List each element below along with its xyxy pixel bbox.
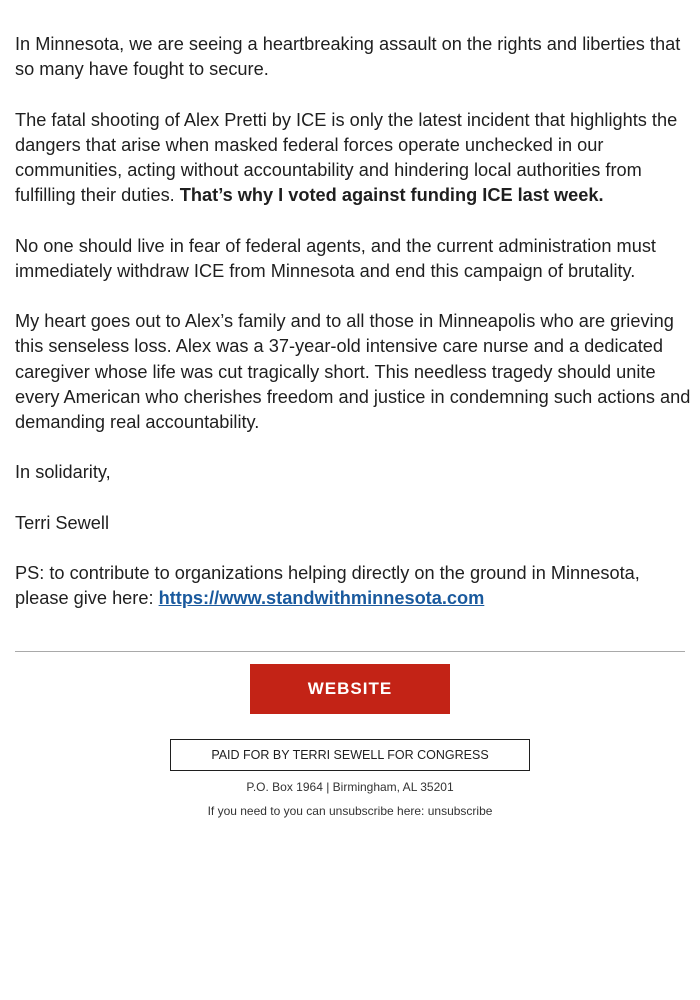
mailing-address: P.O. Box 1964 | Birmingham, AL 35201 — [246, 780, 454, 794]
paragraph-intro: In Minnesota, we are seeing a heartbreaking assault on the rights and liberties that so many have fought to secure. — [15, 34, 681, 80]
donate-link[interactable]: https://www.standwithminnesota.com — [158, 588, 485, 609]
postscript — [15, 561, 691, 611]
unsubscribe-text: If you need to you can unsubscribe here: — [207, 804, 425, 818]
vote-statement: That’s why I voted against funding ICE last week. — [179, 185, 604, 206]
postscript-text: PS: to contribute to organizations helping directly on the ground in Minnesota, please give here: — [15, 563, 640, 609]
unsubscribe-line — [0, 804, 700, 818]
paid-for-disclaimer: PAID FOR BY TERRI SEWELL FOR CONGRESS — [170, 739, 530, 771]
unsubscribe-link[interactable]: unsubscribe — [427, 804, 493, 818]
paragraph-shooting-text: The fatal shooting of Alex Pretti by ICE is only the latest incident that highlights the dangers that arise when masked federal forces operate unchecked in our communities, acting without accountability and hindering local authorities from fulfilling their duties. — [15, 109, 678, 206]
paragraph-shooting — [15, 108, 691, 209]
paragraph-condolences: My heart goes out to Alex’s family and to all those in Minneapolis who are grieving this senseless loss. Alex was a 37-year-old intensive care nurse and a dedicated caregiver whose life was cut tragically short. This needless tragedy should unite every American who cherishes freedom and justice in condemning such actions and demanding real accountability. — [15, 311, 691, 432]
signature: Terri Sewell — [15, 512, 109, 533]
email-body — [15, 32, 691, 637]
paragraph-withdraw: No one should live in fear of federal agents, and the current administration must immediately withdraw ICE from Minnesota and end this campaign of brutality. — [15, 235, 656, 281]
divider — [15, 651, 685, 652]
closing: In solidarity, — [15, 462, 111, 483]
website-button[interactable]: WEBSITE — [250, 664, 450, 714]
